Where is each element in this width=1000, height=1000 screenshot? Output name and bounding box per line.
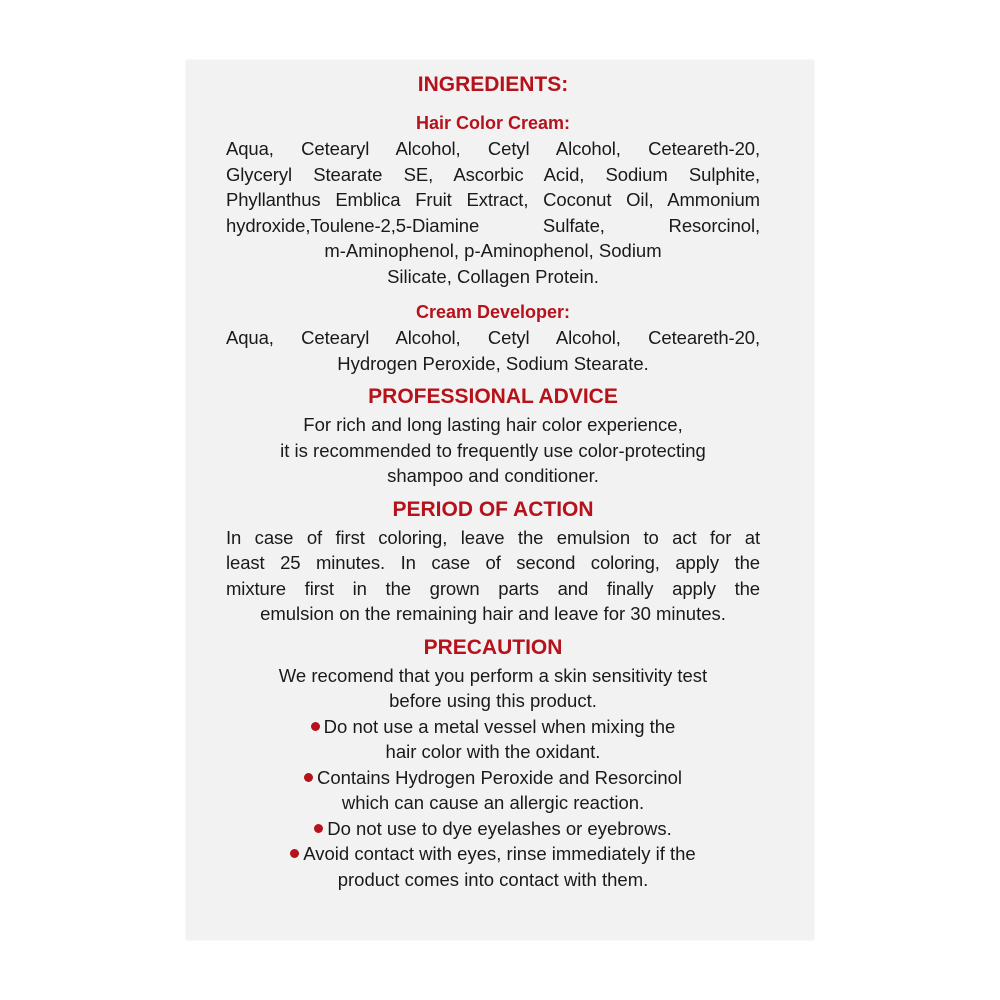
precaution-text xyxy=(226,663,760,893)
bullet-text: Do not use to dye eyelashes or eyebrows. xyxy=(327,817,672,839)
ingredient-line: m-Aminophenol, p-Aminophenol, Sodium xyxy=(324,240,662,261)
precaution-bullet xyxy=(226,714,760,765)
ingredient-line: Glyceryl Stearate SE, Ascorbic Acid, Sodium Sulphite, xyxy=(226,163,760,185)
bullet-text: Avoid contact with eyes, rinse immediately if the xyxy=(303,843,696,864)
bullet-text: Do not use a metal vessel when mixing the xyxy=(323,715,676,737)
action-line: least 25 minutes. In case of second coloring, apply the xyxy=(226,552,760,573)
professional-advice-text xyxy=(226,412,760,489)
hair-color-cream-heading: Hair Color Cream: xyxy=(415,113,571,133)
action-line: In case of first coloring, leave the emulsion to act for at xyxy=(226,526,760,548)
hair-color-cream-ingredients xyxy=(226,136,760,289)
bullet-dot-icon xyxy=(290,849,299,858)
period-of-action-heading: PERIOD OF ACTION xyxy=(392,497,594,521)
bullet-text: which can cause an allergic reaction. xyxy=(341,792,645,813)
advice-line: it is recommended to frequently use color-protecting xyxy=(280,439,706,461)
ingredient-line: hydroxide,Toulene-2,5-Diamine Sulfate, Resorcinol, xyxy=(226,214,760,236)
ingredient-line: Aqua, Cetearyl Alcohol, Cetyl Alcohol, Ceteareth-20, xyxy=(226,138,760,159)
period-of-action-text xyxy=(226,525,760,627)
bullet-text: product comes into contact with them. xyxy=(337,868,649,890)
bullet-text: Contains Hydrogen Peroxide and Resorcinol xyxy=(316,766,683,788)
bullet-dot-icon xyxy=(311,722,320,731)
ingredient-line: Phyllanthus Emblica Fruit Extract, Coconut Oil, Ammonium xyxy=(226,189,760,210)
bullet-dot-icon xyxy=(304,773,313,782)
action-line: emulsion on the remaining hair and leave for 30 minutes. xyxy=(260,603,726,624)
cream-developer-ingredients xyxy=(226,325,760,376)
ingredient-line: Aqua, Cetearyl Alcohol, Cetyl Alcohol, Ceteareth-20, xyxy=(226,327,760,348)
ingredient-line: Silicate, Collagen Protein. xyxy=(387,265,599,287)
precaution-bullet xyxy=(226,816,760,842)
card-content xyxy=(226,70,760,892)
bullet-dot-icon xyxy=(314,824,323,833)
action-line: mixture first in the grown parts and finally apply the xyxy=(226,577,760,599)
precaution-intro-line: before using this product. xyxy=(389,690,597,711)
professional-advice-heading: PROFESSIONAL ADVICE xyxy=(368,385,618,408)
ingredient-line: Hydrogen Peroxide, Sodium Stearate. xyxy=(337,352,649,374)
advice-line: For rich and long lasting hair color experience, xyxy=(303,414,683,435)
precaution-bullet xyxy=(226,765,760,816)
cream-developer-heading: Cream Developer: xyxy=(415,302,571,322)
precaution-intro-line: We recomend that you perform a skin sensitivity test xyxy=(278,664,708,686)
precaution-heading: PRECAUTION xyxy=(423,635,563,659)
advice-line: shampoo and conditioner. xyxy=(387,465,599,486)
ingredients-heading: INGREDIENTS: xyxy=(417,73,569,96)
bullet-text: hair color with the oxidant. xyxy=(385,741,601,762)
precaution-bullet xyxy=(226,841,760,892)
